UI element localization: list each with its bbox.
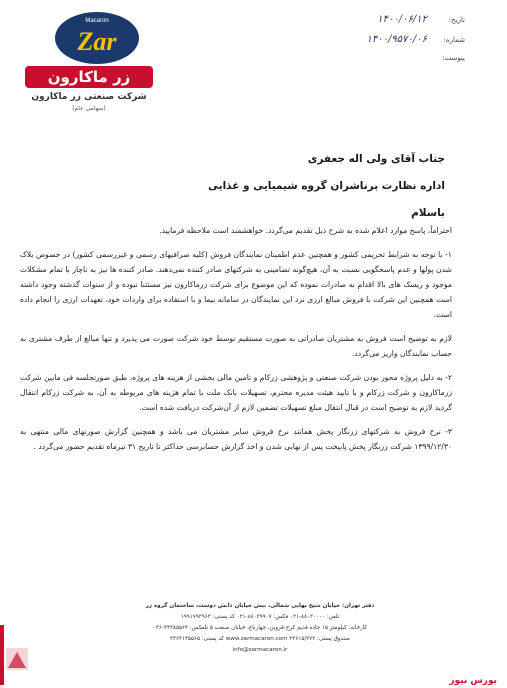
- logo-subtext: Macaron: [85, 18, 109, 24]
- number-value: ۱۴۰۰/۹۵۷۰/۰۶: [366, 34, 427, 45]
- greeting: باسلام: [411, 207, 445, 219]
- company-name: شرکت صنعتی زر ماکارون: [31, 92, 147, 102]
- footer-email[interactable]: info@zarmacaron.ir: [232, 647, 288, 653]
- intro-paragraph: احتراماً، پاسخ موارد اعلام شده به شرح ذیل تقدیم می‌گردد. خواهشمند است ملاحظه فرمایید.: [159, 226, 452, 235]
- attachment-row: [295, 54, 465, 74]
- date-label: تاریخ:: [448, 16, 465, 24]
- date-row: [295, 14, 465, 34]
- letter-footer: [60, 601, 460, 656]
- paragraph-2: لازم به توضیح است فروش به مشتریان صادراتی به صورت مستقیم توسط خود شرکت صورت می پذیرد و تنها مبالغ از طرف مشتری به حساب نمایندگان واریز می‌گردد.: [20, 334, 452, 358]
- brand-name: زر ماکارون: [47, 68, 131, 86]
- salutation: جناب آقای ولی اله جعفری: [307, 153, 445, 165]
- zar-macaron-logo: [52, 8, 142, 66]
- footer-postal-web[interactable]: صندوق پستی: ۲۳۶۱۵/۳۷۳ www.zarmacaron.com کد پستی: ۳۳۶۳۱۴۵۵۶۵: [169, 636, 351, 642]
- paragraph-3: ۲- به دلیل پروژه محور بودن شرکت صنعتی و پژوهشی زرکام و تامین مالی بخشی از هزینه های پروژه، طبق صورتجلسه فی مابین شرکت زرماکارون و شرکت زرکام و با تایید هیئت مدیره محترم، تسهیلات بانک ملت با تمام هزینه های مربوطه به آن، به شرکت زرکام انتقال گردید لازم به توضیح است در قبال انتقال مبلغ تسهیلات تضمین لازم از آن‌شرکت دریافت شده است.: [20, 373, 452, 412]
- letter-body: [20, 223, 452, 463]
- paragraph-1: ۱- با توجه به شرایط تحریمی کشور و همچنین عدم اطمینان نمایندگان فروش (کلیه صرافیهای رسمی و غیررسمی کشور) در خصوص بلاک شدن پولها و عدم پاسخگویی نسبت به آن، هیچ‌گونه تضامینی به شرکتهای صادر کننده نمی‌دهند. صادر کننده ها نیز به ناچار با تمام مشکلات موجود و ریسک های بالا اقدام به صادرات نموده که این موضوع برای شرکت زرماکارون نیز مستثنا نبوده و از سنوات گذشته وجود داشته است همچنین این شرکت با فروش مبالغ ارزی نزد این نمایندگان در سامانه نیما و با استفاده برای واردات خود، تعهدات ارزی را انجام داده است.: [20, 250, 452, 319]
- attachment-label: پیوست:: [442, 54, 465, 62]
- footer-office-contact: تلفن: ۸۸۰۳۰۰۰۰-۰۲۱ فکس: ۸۸۰۳۹۹۰۷-۰۲۱ کد پستی: ۱۹۹۱۷۹۳۹۶۳: [180, 614, 340, 620]
- paragraph-4: ۳- نرخ فروش به شرکتهای زرنگار پخش همانند نرخ فروش سایر مشتریان می باشد و همچنین گزارش صورتهای مالی منتهی به ۱۳۹۹/۱۲/۳۰ شرکت زرنگار پخش پابیخت پس از نهایی شدن و اخذ گزارش حسابرسی حداکثر تا تاریخ ۳۱ تیرماه تقدیم حضور می‌گردد .: [20, 427, 452, 451]
- brand-banner: [25, 66, 153, 88]
- department: اداره نظارت برناشران گروه شیمیایی و غذایی: [208, 180, 445, 192]
- letter-meta: [295, 14, 465, 74]
- addressee-block: [65, 149, 445, 230]
- logo-wordmark: Zar: [77, 27, 117, 56]
- date-value: ۱۴۰۰/۰۶/۱۲: [377, 14, 427, 25]
- number-row: [295, 34, 465, 54]
- footer-factory-address: کارخانه: کیلومتر ۱۵ جاده قدیم کرج-قزوین، چهارباغ، خیابان صنعت ۵ تلفکس: ۴۴۳۸۵۵۶۴-۰۲۶: [152, 625, 368, 631]
- company-type: (سهامی عام): [72, 105, 106, 112]
- footer-decoration-icon: [6, 648, 28, 670]
- footer-office-address: دفتر تهران: خیابان شیخ بهایی شمالی، نبش خیابان دانش دوست، ساختمان گروه زر: [145, 603, 375, 609]
- number-label: شماره:: [443, 36, 465, 44]
- side-strip: [0, 625, 4, 685]
- watermark: بورس نیوز: [449, 676, 497, 686]
